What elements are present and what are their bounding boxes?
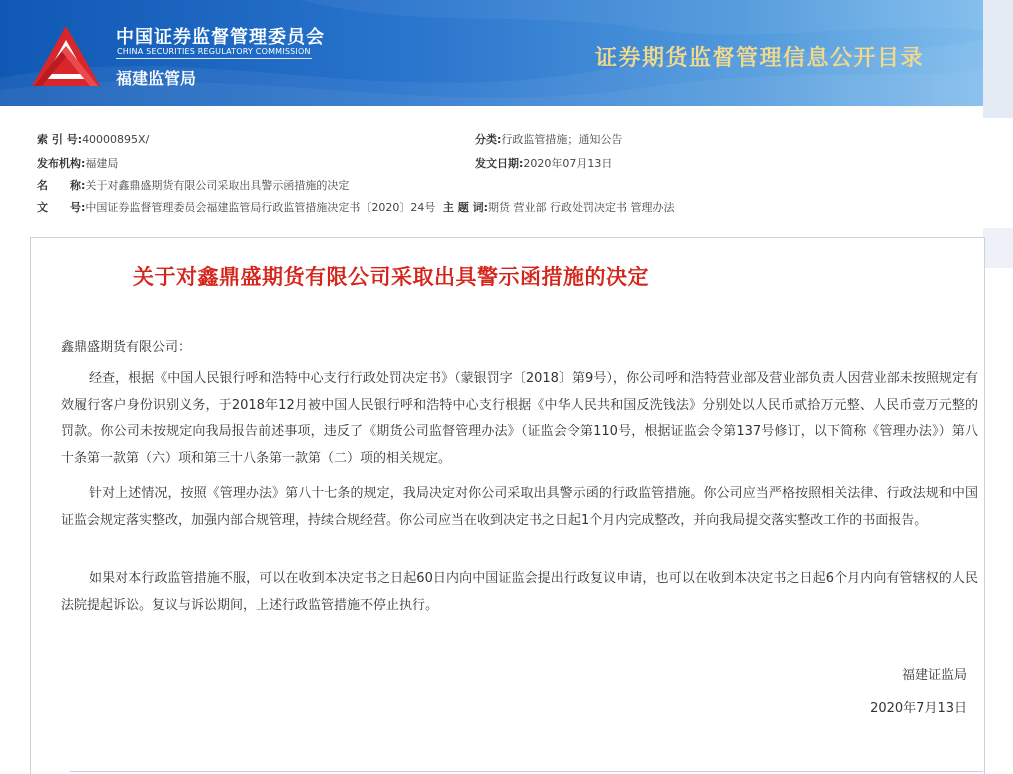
meta-category [475,131,622,147]
org-divider [116,58,312,59]
meta-index-label: 索 引 号: [37,133,83,146]
meta-docno [37,199,674,215]
document-signature: 福建证监局 [901,668,967,683]
side-strip [983,0,1013,118]
meta-issuer-label: 发布机构: [37,157,86,170]
document-paragraph-3: 如果对本行政监管措施不服，可以在收到本决定书之日起60日内向中国证监会提出行政复议申请，也可以在收到本决定书之日起6个月内向有管辖权的人民法院提起诉讼。复议与诉讼期间，上述行政监管措施不停止执行。 [61,571,978,613]
document-sign-date: 2020年7月13日 [870,701,967,716]
document-frame-bottom [70,771,983,772]
meta-keywords-label: 主 题 词: [442,201,488,214]
document-title: 关于对鑫鼎盛期货有限公司采取出具警示函措施的决定 [133,265,649,289]
document-addressee: 鑫鼎盛期货有限公司： [61,340,192,355]
site-title: 证券期货监督管理信息公开目录 [595,46,925,71]
meta-index-value: 40000895X/ [82,133,150,146]
meta-issuer-value: 福建局 [85,157,119,170]
org-name-en: CHINA SECURITIES REGULATORY COMMISSION [117,47,311,56]
meta-date [475,155,612,171]
meta-date-label: 发文日期: [475,157,524,170]
csrc-logo-icon [30,24,102,90]
meta-docno-label: 文 号: [37,201,86,214]
side-strip-lower [983,228,1013,268]
site-header [0,0,983,106]
meta-date-value: 2020年07月13日 [523,157,613,170]
meta-issuer [37,155,118,171]
document-paragraph-2: 针对上述情况，按照《管理办法》第八十七条的规定，我局决定对你公司采取出具警示函的行政监管措施。你公司应当严格按照相关法律、行政法规和中国证监会规定落实整改，加强内部合规管理，持续合规经营。你公司应当在收到决定书之日起1个月内完成整改，并向我局提交落实整改工作的书面报告。 [61,486,978,528]
document-paragraph-1: 经查，根据《中国人民银行呼和浩特中心支行行政处罚决定书》（蒙银罚字〔2018〕第9号），你公司呼和浩特营业部及营业部负责人因营业部未按照规定有效履行客户身份识别义务，于2018年12月被中国人民银行呼和浩特中心支行根据《中华人民共和国反洗钱法》分别处以人民币贰拾万元整、人民币壹万元整的罚款。你公司未按规定向我局报告前述事项，违反了《期货公司监督管理办法》（证监会令第110号，根据证监会令第137号修订，以下简称《管理办法》）第八十条第一款第（六）项和第三十八条第一款第（二）项的相关规定。 [61,371,978,466]
meta-docno-value: 中国证券监督管理委员会福建监管局行政监管措施决定书〔2020〕24号 [85,201,436,214]
org-subname: 福建监管局 [116,69,197,88]
meta-keywords-value: 期货 营业部 行政处罚决定书 管理办法 [487,201,675,214]
meta-name-value: 关于对鑫鼎盛期货有限公司采取出具警示函措施的决定 [85,179,350,192]
meta-name [37,177,349,193]
meta-category-label: 分类: [475,133,502,146]
meta-category-value: 行政监管措施；通知公告 [501,133,623,146]
meta-name-label: 名 称: [37,179,86,192]
meta-index [37,131,149,147]
org-name-cn: 中国证券监督管理委员会 [116,27,325,48]
